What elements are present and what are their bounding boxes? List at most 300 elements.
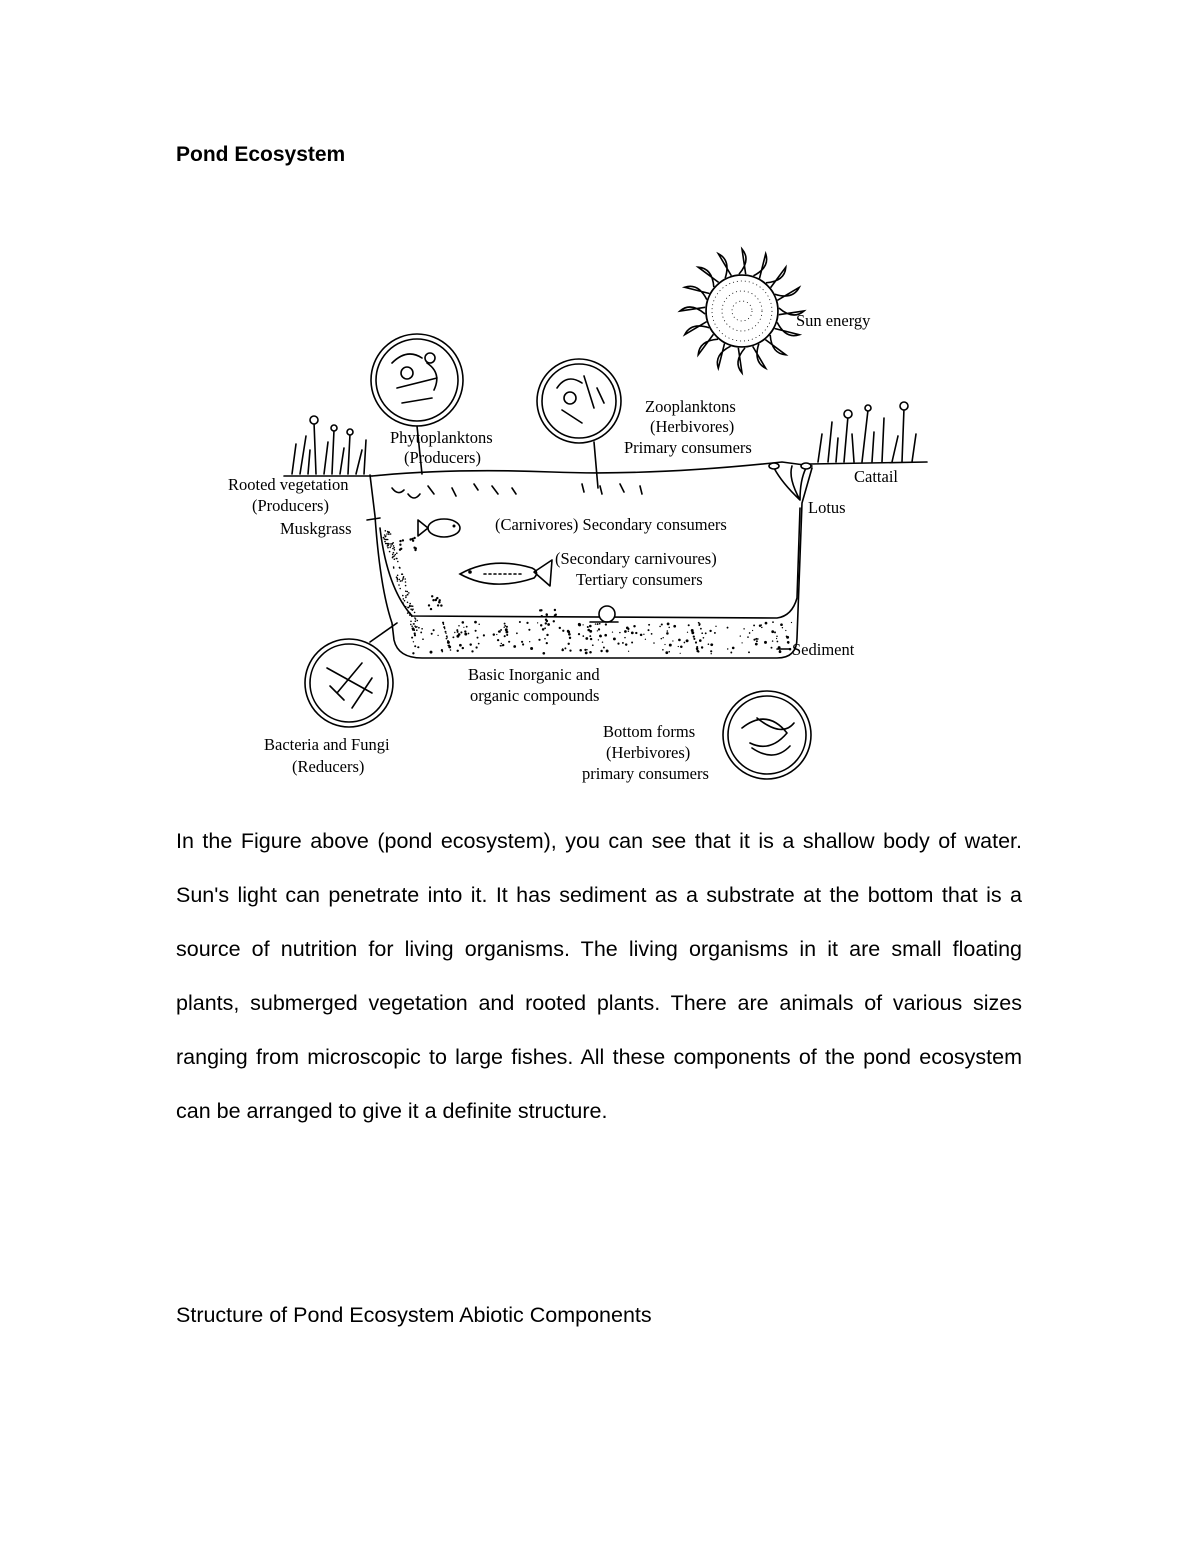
sediment-dot (666, 632, 669, 635)
sediment-dot (483, 634, 485, 636)
speck (554, 609, 556, 611)
sediment-dot (727, 627, 729, 629)
sediment-dot (443, 623, 445, 625)
sediment-dot (562, 630, 564, 632)
sun-ray (753, 344, 766, 368)
sediment-dot (635, 632, 637, 634)
sediment-dot (643, 634, 644, 635)
sun-ray (717, 344, 730, 369)
sediment-dot (437, 635, 438, 636)
sediment-dot (441, 651, 443, 653)
sun-ray (698, 267, 718, 287)
sediment-dot (454, 632, 455, 633)
sediment-dot (691, 631, 694, 634)
sediment-dot (673, 625, 676, 628)
sediment-dot (405, 590, 407, 592)
sediment-dot (442, 622, 444, 624)
sediment-dot (599, 623, 601, 625)
compounds-label-1: Basic Inorganic and (468, 665, 600, 684)
sediment-dot (464, 630, 466, 632)
sediment-dot (631, 632, 634, 635)
tertiary-label-2: Tertiary consumers (576, 570, 703, 589)
sediment-dot (504, 623, 506, 625)
sediment-dot (755, 638, 757, 640)
sediment-dot (606, 650, 609, 653)
bottom-forms-magnifier-icon (723, 691, 811, 779)
sediment-dot (700, 628, 702, 630)
sediment-dot (506, 626, 508, 628)
sediment-dot (411, 637, 413, 639)
speck (431, 595, 433, 597)
sediment-dot (407, 602, 409, 604)
sediment-dot (502, 644, 504, 646)
sediment-dot (398, 584, 400, 586)
sediment-dot (699, 639, 702, 642)
sediment-dot (568, 633, 571, 636)
zooplankton-label-2: (Herbivores) (650, 417, 735, 436)
sediment-dot (651, 633, 653, 635)
sediment-dot (478, 624, 480, 626)
sediment-label: Sediment (792, 640, 855, 659)
sediment-dot (409, 605, 411, 607)
sediment-dot (672, 640, 673, 641)
sediment-dot (394, 558, 396, 560)
speck (399, 549, 401, 551)
sediment-dot (715, 626, 716, 627)
sediment-dot (471, 650, 473, 652)
sediment-dot (662, 649, 664, 651)
sediment-dot (392, 542, 394, 544)
muskgrass-label: Muskgrass (280, 519, 352, 538)
sediment-dot (756, 640, 758, 642)
sediment-dot (625, 643, 627, 645)
sediment-dot (564, 647, 566, 649)
sediment-dot (500, 645, 502, 647)
sediment-dot (764, 641, 767, 644)
sediment-dot (659, 626, 661, 628)
sediment-dot (698, 622, 700, 624)
sediment-dot (460, 631, 462, 633)
sediment-dot (785, 630, 786, 631)
sediment-dot (390, 533, 392, 535)
sediment-dot (414, 645, 416, 647)
page-title: Pond Ecosystem (176, 143, 346, 166)
sediment-dot (445, 633, 446, 634)
sediment-dot (407, 594, 409, 596)
sediment-dot (698, 624, 700, 626)
sediment-dot (604, 634, 607, 637)
sediment-dot (399, 588, 401, 590)
sediment-dot (396, 552, 398, 554)
compounds-label-2: organic compounds (470, 686, 600, 705)
sediment-dot (749, 632, 751, 634)
rooted-vegetation-icon (284, 416, 372, 476)
speck (438, 601, 440, 603)
speck (411, 538, 413, 540)
sediment-dot (582, 624, 583, 625)
sediment-dot (544, 638, 546, 640)
large-fish-icon (460, 560, 552, 586)
sediment-dot (516, 632, 518, 634)
sediment-dot (645, 639, 646, 640)
sediment-dot (414, 612, 416, 614)
sediment-dot (693, 636, 695, 638)
sediment-dot (542, 652, 545, 655)
sun-ray (718, 254, 731, 278)
speck (402, 539, 404, 541)
sediment-dot (410, 608, 412, 610)
sun-ray (738, 348, 745, 373)
sediment-dot (468, 633, 470, 635)
rooted-vegetation-label-2: (Producers) (252, 496, 329, 515)
sediment-dot (730, 652, 732, 654)
sun-ray (685, 322, 709, 335)
sediment-dot (475, 646, 477, 648)
sediment-dot (561, 649, 564, 652)
sediment-dot (668, 627, 670, 629)
speck (413, 537, 415, 539)
sediment-dot (709, 630, 711, 632)
sediment-dot (390, 545, 392, 547)
sediment-dot (519, 621, 521, 623)
carnivores-label: (Carnivores) Secondary consumers (495, 515, 727, 534)
sediment-dot (684, 642, 686, 644)
sediment-dot (412, 652, 414, 654)
sediment-dot (661, 638, 663, 640)
sediment-dot (633, 625, 635, 627)
sediment-dot (405, 581, 407, 583)
sediment-dot (445, 631, 447, 633)
sun-ray (753, 254, 766, 279)
sediment-dot (546, 634, 548, 636)
sediment-dot (450, 649, 452, 651)
sediment-dot (628, 651, 629, 652)
sediment-dot (578, 623, 581, 626)
sediment-dot (414, 629, 416, 631)
sediment-dot (598, 639, 599, 640)
sediment-dot (714, 632, 716, 634)
sediment-dot (678, 639, 681, 642)
sediment-dot (741, 642, 742, 643)
sediment-dot (410, 621, 412, 623)
sediment-dot (788, 642, 789, 643)
sediment-dot (457, 631, 459, 633)
sediment-dot (383, 537, 385, 539)
sediment-dot (530, 647, 533, 650)
sediment-dot (469, 643, 471, 645)
sediment-dot (546, 642, 548, 644)
sediment-dot (680, 653, 681, 654)
sediment-dot (387, 547, 389, 549)
sediment-dot (648, 624, 650, 626)
sediment-dot (384, 536, 386, 538)
sediment-dot (791, 622, 792, 623)
sediment-dot (559, 627, 561, 629)
sediment-dot (402, 595, 404, 597)
sediment-dot (478, 643, 480, 645)
sediment-dot (668, 651, 670, 653)
sediment-dot (458, 633, 461, 636)
lotus-label: Lotus (808, 498, 846, 517)
sediment-dot (669, 644, 672, 647)
sediment-dot (506, 634, 508, 636)
sediment-dot (585, 637, 588, 640)
sediment-dot (394, 549, 396, 551)
sediment-dot (433, 629, 435, 631)
sediment-dot (592, 644, 594, 646)
sediment-dot (411, 625, 413, 627)
sediment-dot (464, 633, 467, 636)
sediment-dot (501, 643, 502, 644)
sediment-dot (466, 626, 468, 628)
sun-icon (680, 249, 804, 373)
sediment-dot (385, 530, 387, 532)
sediment-dot (402, 602, 404, 604)
sediment-dot (667, 630, 669, 632)
sediment-dot (408, 611, 410, 613)
sediment-dot (542, 628, 545, 631)
sediment-dot (755, 643, 758, 646)
sediment-dot (624, 637, 626, 639)
sediment-dot (430, 651, 433, 654)
sediment-dot (396, 576, 398, 578)
sediment-dot (664, 644, 665, 645)
sediment-dot (420, 631, 422, 633)
sediment-dot (667, 623, 670, 626)
sun-energy-label: Sun energy (796, 311, 871, 330)
sediment-dot (693, 638, 695, 640)
cattail-label: Cattail (854, 467, 898, 486)
sediment-dot (498, 631, 500, 633)
sediment-dot (776, 638, 777, 639)
sediment-dot (412, 628, 414, 630)
sediment-dot (771, 630, 774, 633)
sediment-dot (399, 567, 401, 569)
sediment-dot (598, 628, 600, 630)
speck (437, 604, 439, 606)
sediment-dot (402, 573, 404, 575)
sediment-dot (446, 635, 448, 637)
rooted-vegetation-label-1: Rooted vegetation (228, 475, 349, 494)
sediment-dot (701, 646, 703, 648)
sediment-dot (392, 554, 394, 556)
sediment-dot (401, 580, 403, 582)
sediment-dot (389, 547, 391, 549)
sediment-dot (708, 643, 710, 645)
sediment-dot (405, 585, 407, 587)
sediment-dot (421, 628, 423, 630)
sediment-dot (710, 650, 712, 652)
snail-icon (590, 606, 618, 622)
sediment-dot (589, 630, 592, 633)
sediment-dot (603, 647, 605, 649)
sediment-dot (414, 634, 416, 636)
zooplankton-label-3: Primary consumers (624, 438, 752, 457)
sediment-dot (653, 642, 655, 644)
sediment-dot (393, 545, 395, 547)
sediment-dot (509, 641, 510, 642)
sediment-dot (397, 575, 399, 577)
sediment-dot (399, 579, 401, 581)
sediment-dot (405, 595, 407, 597)
sediment-dot (409, 603, 411, 605)
speck (541, 615, 543, 617)
sun-ray (766, 267, 786, 287)
sediment-dot (772, 621, 774, 623)
sediment-dot (477, 637, 479, 639)
sediment-dot (771, 647, 773, 649)
sediment-dot (587, 626, 589, 628)
speck (545, 622, 547, 624)
sediment-dot (462, 621, 465, 624)
sediment-dot (395, 554, 397, 556)
sediment-dot (493, 633, 495, 635)
sediment-dot (600, 650, 602, 652)
sediment-dot (405, 606, 407, 608)
sediment-dot (386, 533, 388, 535)
sediment-dot (777, 641, 779, 643)
sediment-dot (415, 620, 417, 622)
sediment-dot (500, 629, 502, 631)
sediment-dot (415, 626, 417, 628)
sediment-dot (394, 555, 396, 557)
bottom-forms-label-3: primary consumers (582, 764, 709, 783)
sediment-dot (710, 643, 713, 646)
sediment-dot (661, 623, 663, 625)
sediment-dot (686, 639, 689, 642)
bacteria-label-2: (Reducers) (292, 757, 365, 776)
speck (440, 604, 442, 606)
sun-ray (765, 335, 785, 355)
speck (546, 613, 548, 615)
sediment-dot (474, 621, 477, 624)
sediment-dot (387, 543, 389, 545)
sediment-dot (579, 649, 582, 652)
bacteria-fungi-magnifier-icon (305, 623, 397, 727)
sediment-dot (743, 628, 744, 629)
sediment-dot (496, 634, 497, 635)
sediment-dot (457, 650, 459, 652)
speck (413, 547, 415, 549)
sediment-dot (393, 567, 395, 569)
sediment-dot (459, 644, 462, 647)
sediment-dot (447, 641, 450, 644)
sediment-dot (786, 636, 789, 639)
sediment-dot (622, 642, 624, 644)
sediment-dot (392, 548, 394, 550)
sediment-dot (569, 637, 571, 639)
sediment-dot (727, 648, 728, 649)
speck (554, 614, 556, 616)
sediment-dot (780, 623, 783, 626)
sediment-dot (624, 630, 627, 633)
sediment-dot (696, 647, 699, 650)
sediment-dot (521, 641, 523, 643)
sediment-dot (613, 637, 616, 640)
sediment-dot (602, 641, 603, 642)
speck (432, 599, 434, 601)
speck (553, 620, 555, 622)
sediment-dot (680, 645, 683, 648)
speck (430, 608, 432, 610)
sediment-dot (387, 539, 389, 541)
sediment-dot (696, 650, 699, 653)
sediment-dot (448, 645, 451, 648)
sediment-dot (497, 639, 499, 641)
sediment-dot (759, 625, 761, 627)
sediment-dot (412, 605, 414, 607)
sediment-dot (413, 623, 415, 625)
sediment-dot (590, 638, 592, 640)
sediment-dot (404, 578, 406, 580)
sediment-dot (411, 614, 413, 616)
sediment-dot (595, 623, 596, 624)
sediment-dot (505, 631, 508, 634)
sediment-dot (687, 632, 688, 633)
sediment-dot (538, 639, 540, 641)
sediment-dot (747, 636, 749, 638)
sediment-dot (529, 641, 530, 642)
sediment-dot (626, 627, 629, 630)
sediment-dot (503, 627, 504, 628)
sediment-dot (569, 649, 571, 651)
sediment-dot (600, 635, 602, 637)
sediment-dot (528, 629, 530, 631)
sediment-dot (463, 627, 464, 628)
sediment-dot (705, 632, 707, 634)
sediment-dot (504, 625, 506, 627)
sediment-dot (617, 643, 619, 645)
tertiary-label-1: (Secondary carnivoures) (555, 549, 717, 568)
cattail-icon (810, 402, 927, 464)
sediment-dot (444, 628, 445, 629)
sediment-dot (388, 533, 390, 535)
sediment-dot (397, 561, 399, 563)
sediment-dot (403, 576, 405, 578)
sediment-dot (589, 625, 592, 628)
sediment-dot (412, 608, 414, 610)
sediment-dot (695, 641, 697, 643)
sediment-dot (678, 646, 679, 647)
small-fish-icon (418, 519, 460, 537)
sediment-dot (774, 631, 776, 633)
sediment-dot (504, 635, 506, 637)
sediment-dot (772, 640, 773, 641)
speck (414, 549, 416, 551)
sediment-dot (547, 623, 550, 626)
sediment-dot (648, 629, 650, 631)
sediment-dot (589, 651, 592, 654)
speck (399, 540, 401, 542)
section-subheading: Structure of Pond Ecosystem Abiotic Components (176, 1303, 652, 1327)
sediment-dot (387, 545, 389, 547)
sediment-dot (589, 635, 591, 637)
sediment-dot (389, 531, 391, 533)
sediment-dot (522, 643, 524, 645)
sediment-dot (413, 641, 414, 642)
plankton-marks (392, 484, 642, 498)
sediment-dot (663, 637, 664, 638)
sediment-dot (393, 552, 395, 554)
sediment-dot (408, 592, 410, 594)
sediment-dot (779, 650, 781, 652)
sediment-dot (410, 624, 412, 626)
sediment-dot (405, 597, 407, 599)
sediment-dot (462, 647, 464, 649)
sediment-dot (597, 630, 598, 631)
sediment-dot (748, 651, 750, 653)
sediment-dot (753, 624, 755, 626)
